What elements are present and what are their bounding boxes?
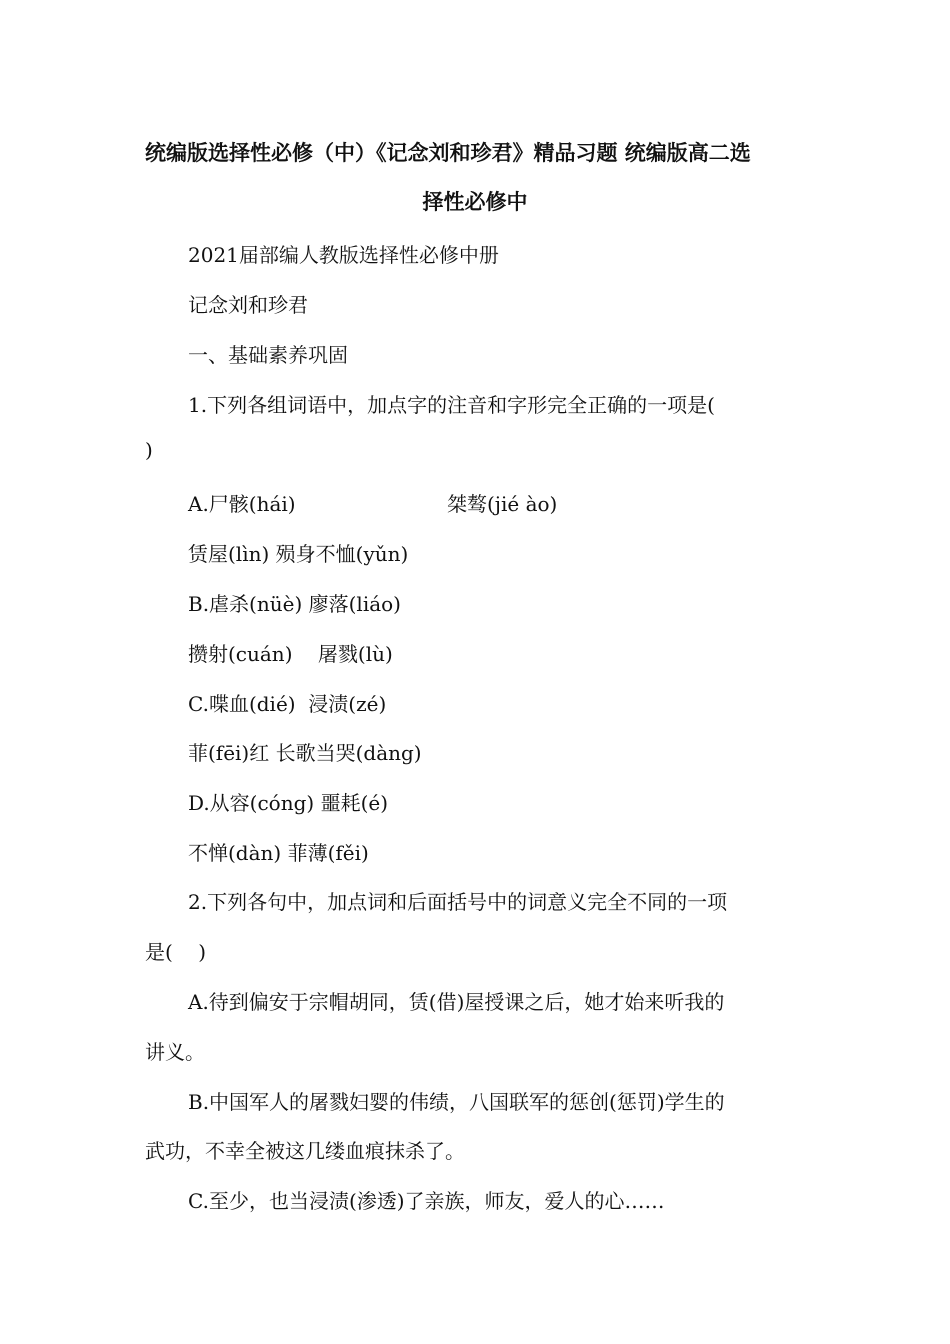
- q1-option-b-line1: B.虐杀(nüè) 廖落(liáo): [188, 592, 401, 616]
- lesson-title: 记念刘和珍君: [188, 293, 308, 317]
- q1-option-c-line1: C.喋血(dié) 浸渍(zé): [188, 692, 387, 716]
- question-2-stem: 2.下列各句中，加点词和后面括号中的词意义完全不同的一项: [188, 890, 728, 914]
- q2-option-a-line2: 讲义。: [145, 1040, 205, 1064]
- question-1-stem: 1.下列各组词语中，加点字的注音和字形完全正确的一项是(: [188, 393, 715, 417]
- edition-line: 2021届部编人教版选择性必修中册: [188, 243, 499, 267]
- section-heading: 一、基础素养巩固: [188, 343, 348, 367]
- q1-option-a-part2: 桀骜(jié ào): [447, 492, 558, 516]
- document-title-line-1: 统编版选择性必修（中）《记念刘和珍君》精品习题 统编版高二选: [145, 141, 751, 165]
- q1-option-a-part1: A.尸骸(hái): [188, 492, 296, 516]
- q2-option-a-line1: A.待到偏安于宗帽胡同，赁(借)屋授课之后，她才始来听我的: [188, 990, 725, 1014]
- document-title-line-2: 择性必修中: [422, 190, 528, 214]
- question-1-stem-cont: ): [145, 438, 153, 462]
- q2-option-b-line1: B.中国军人的屠戮妇婴的伟绩，八国联军的惩创(惩罚)学生的: [188, 1090, 725, 1114]
- q2-option-b-line2: 武功，不幸全被这几缕血痕抹杀了。: [145, 1139, 465, 1163]
- q1-option-c-line2: 菲(fēi)红 长歌当哭(dàng): [188, 741, 422, 765]
- q1-option-a-line2: 赁屋(lìn) 殒身不恤(yǔn): [188, 542, 409, 566]
- q1-option-b-line2: 攒射(cuán) 屠戮(lù): [188, 642, 393, 666]
- question-2-stem-cont: 是( ): [145, 940, 207, 964]
- q2-option-c-line1: C.至少，也当浸渍(渗透)了亲族，师友，爱人的心……: [188, 1189, 665, 1213]
- q1-option-d-line1: D.从容(cóng) 噩耗(é): [188, 791, 389, 815]
- q1-option-d-line2: 不惮(dàn) 菲薄(fěi): [188, 841, 369, 865]
